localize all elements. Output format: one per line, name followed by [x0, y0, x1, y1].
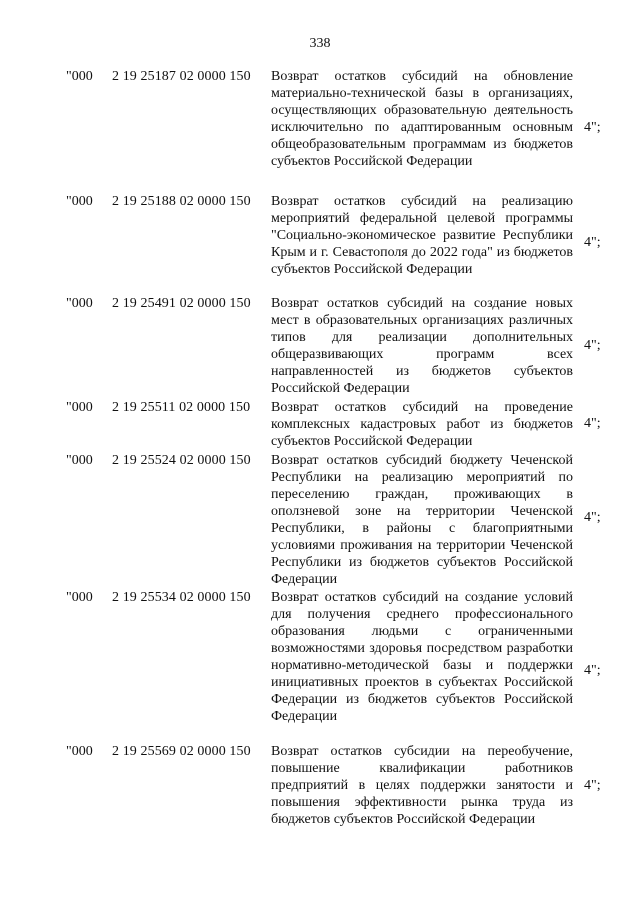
row-prefix: "000 — [66, 453, 93, 468]
row-description: Возврат остатков субсидий на создание условий для получения среднего профессионального образования людьми с ограниченными возможностями здоровья посредством разработки нормативно-методической базы и поддержки инициативных проектов в субъектах Российской Федерации из бюджетов субъектов Российской Федерации — [271, 590, 573, 724]
page-number: 338 — [309, 36, 331, 51]
row-suffix: 4"; — [584, 778, 601, 793]
row-suffix: 4"; — [584, 663, 601, 678]
budget-code: 2 19 25491 02 0000 150 — [112, 296, 251, 311]
row-description: Возврат остатков субсидий на реализацию мероприятий федеральной целевой программы "Социально-экономическое развитие Республики Крым и г. Севастополя до 2022 года" из бюджетов субъектов Российской Федерации — [271, 194, 573, 277]
row-suffix: 4"; — [584, 235, 601, 250]
budget-code: 2 19 25188 02 0000 150 — [112, 194, 251, 209]
row-description: Возврат остатков субсидий на обновление материально-технической базы в организациях, осуществляющих образовательную деятельность исключительно по адаптированным основным общеобразовательным программам из бюджетов субъектов Российской Федерации — [271, 69, 573, 169]
budget-code: 2 19 25524 02 0000 150 — [112, 453, 251, 468]
row-prefix: "000 — [66, 590, 93, 605]
row-description: Возврат остатков субсидии на переобучение, повышение квалификации работников предприятий в целях поддержки занятости и повышения эффективности рынка труда из бюджетов субъектов Российской Федерации — [271, 744, 573, 827]
budget-code: 2 19 25511 02 0000 150 — [112, 400, 251, 415]
row-prefix: "000 — [66, 400, 93, 415]
row-suffix: 4"; — [584, 338, 601, 353]
row-description: Возврат остатков субсидий на проведение комплексных кадастровых работ из бюджетов субъектов Российской Федерации — [271, 400, 573, 449]
budget-code: 2 19 25569 02 0000 150 — [112, 744, 251, 759]
row-prefix: "000 — [66, 744, 93, 759]
row-prefix: "000 — [66, 69, 93, 84]
row-suffix: 4"; — [584, 416, 601, 431]
row-description: Возврат остатков субсидий бюджету Чеченской Республики на реализацию мероприятий по переселению граждан, проживающих в оползневой зоне на территории Чеченской Республики, в районы с благоприятными условиями проживания на территории Чеченской Республики из бюджетов субъектов Российской Федерации — [271, 453, 573, 587]
row-prefix: "000 — [66, 296, 93, 311]
row-description: Возврат остатков субсидий на создание новых мест в образовательных организациях различных типов для реализации дополнительных общеразвивающих программ всех направленностей из бюджетов субъектов Российской Федерации — [271, 296, 573, 396]
row-suffix: 4"; — [584, 120, 601, 135]
row-prefix: "000 — [66, 194, 93, 209]
budget-code: 2 19 25534 02 0000 150 — [112, 590, 251, 605]
row-suffix: 4"; — [584, 510, 601, 525]
budget-code: 2 19 25187 02 0000 150 — [112, 69, 251, 84]
